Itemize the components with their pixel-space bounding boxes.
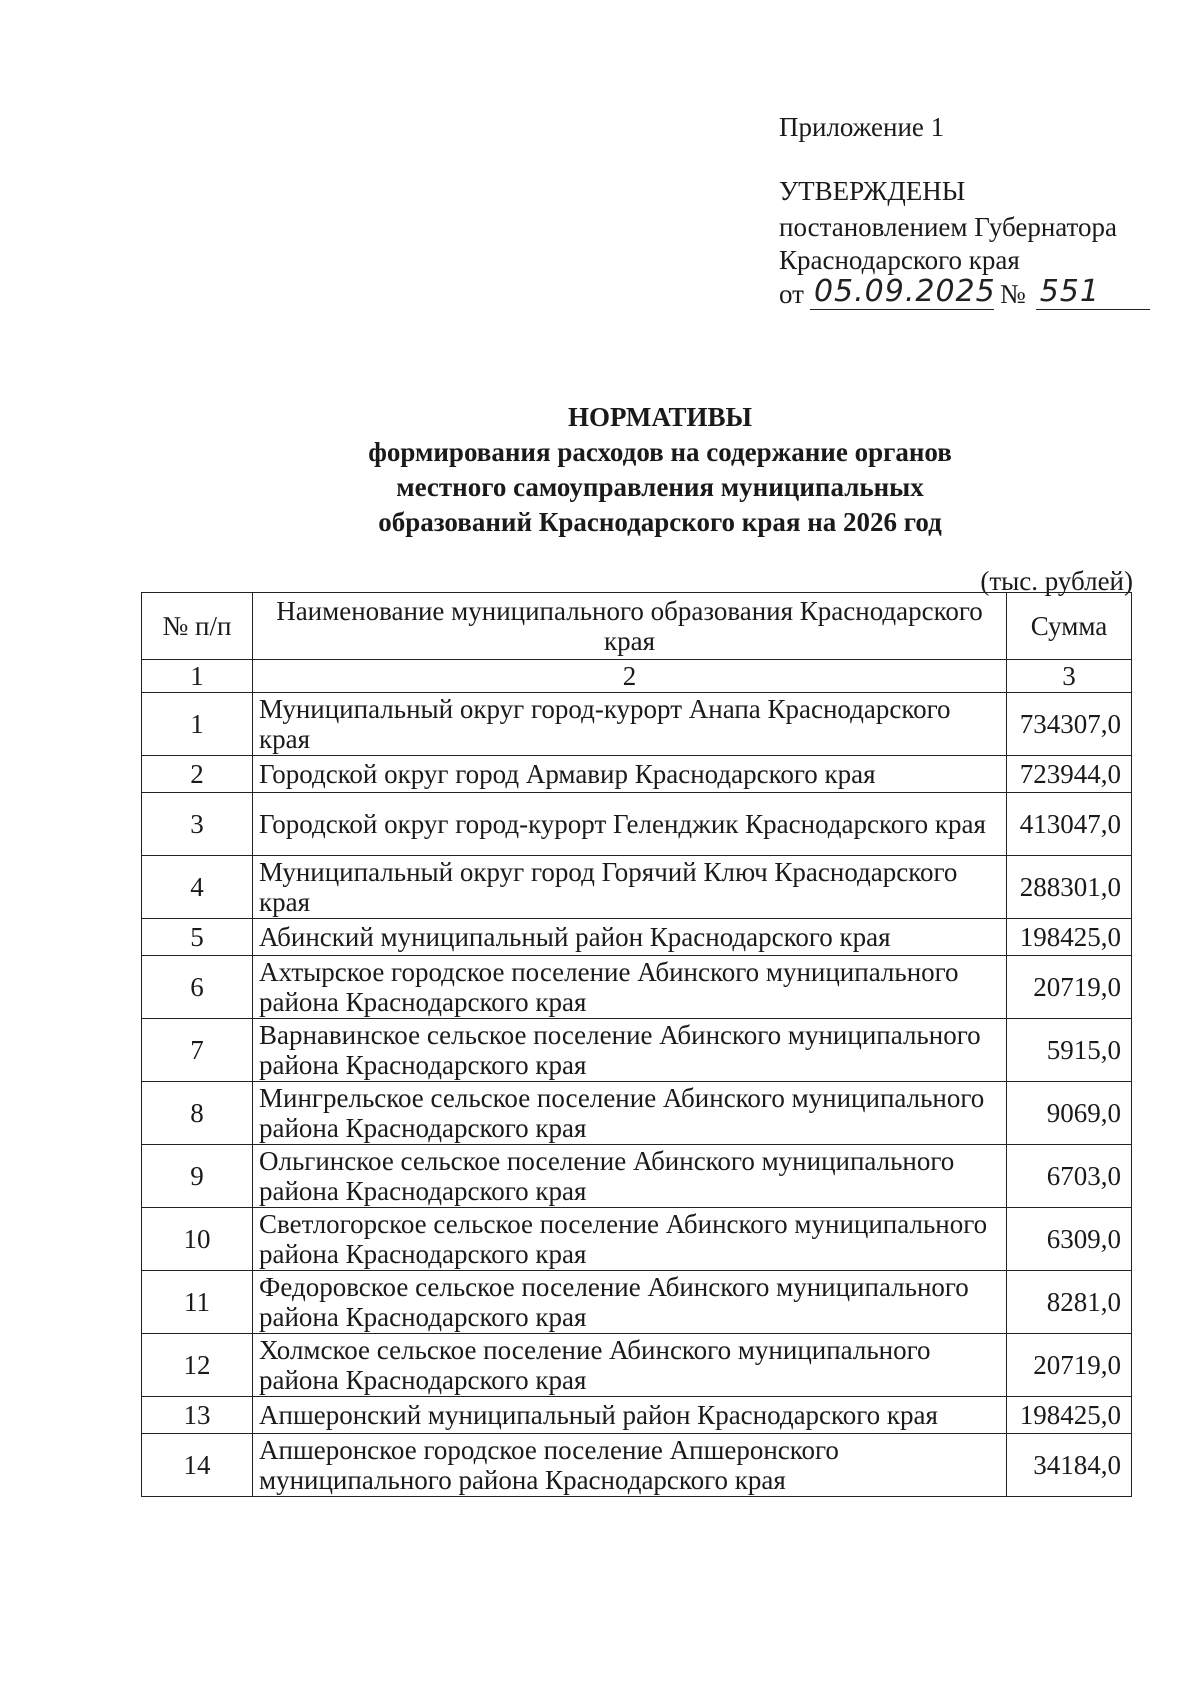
cell-no: 13 [142,1397,253,1434]
approval-date-line [779,275,1150,310]
cell-sum: 34184,0 [1007,1434,1132,1497]
cell-sum: 20719,0 [1007,1334,1132,1397]
cell-name: Абинский муниципальный район Краснодарского края [253,919,1007,956]
table-row [142,1334,1132,1397]
cell-sum: 198425,0 [1007,919,1132,956]
cell-name: Светлогорское сельское поселение Абинского муниципального района Краснодарского края [253,1208,1007,1271]
number-prefix: № [999,279,1026,309]
cell-no: 1 [142,693,253,756]
cell-name: Ольгинское сельское поселение Абинского муниципального района Краснодарского края [253,1145,1007,1208]
cell-name: Муниципальный округ город Горячий Ключ Краснодарского края [253,856,1007,919]
cell-sum: 5915,0 [1007,1019,1132,1082]
cell-name: Варнавинское сельское поселение Абинского муниципального района Краснодарского края [253,1019,1007,1082]
table-row [142,919,1132,956]
cell-no: 6 [142,956,253,1019]
cell-name: Муниципальный округ город-курорт Анапа Краснодарского края [253,693,1007,756]
cell-no: 3 [142,793,253,856]
title-line-1: НОРМАТИВЫ [567,402,753,432]
cell-name: Апшеронское городское поселение Апшеронского муниципального района Краснодарского края [253,1434,1007,1497]
column-index-1: 1 [142,660,253,693]
handwritten-date: 05.09.2025 [810,275,994,310]
table-row [142,693,1132,756]
cell-no: 7 [142,1019,253,1082]
date-prefix: от [779,279,804,309]
handwritten-number: 551 [1036,275,1150,310]
header-no: № п/п [142,593,253,660]
cell-no: 10 [142,1208,253,1271]
cell-no: 8 [142,1082,253,1145]
cell-no: 5 [142,919,253,956]
cell-sum: 6703,0 [1007,1145,1132,1208]
header-name: Наименование муниципального образования Краснодарского края [253,593,1007,660]
cell-no: 14 [142,1434,253,1497]
cell-sum: 9069,0 [1007,1082,1132,1145]
title-line-2: формирования расходов на содержание органов [368,437,952,467]
cell-sum: 6309,0 [1007,1208,1132,1271]
cell-no: 2 [142,756,253,793]
approval-authority-line: постановлением Губернатора [779,212,1117,242]
cell-no: 12 [142,1334,253,1397]
cell-sum: 734307,0 [1007,693,1132,756]
cell-name: Апшеронский муниципальный район Краснодарского края [253,1397,1007,1434]
cell-sum: 198425,0 [1007,1397,1132,1434]
table-row [142,1434,1132,1497]
cell-sum: 413047,0 [1007,793,1132,856]
table-row [142,793,1132,856]
title-line-3: местного самоуправления муниципальных [396,472,924,502]
cell-no: 9 [142,1145,253,1208]
document-title [130,400,1190,540]
cell-name: Федоровское сельское поселение Абинского муниципального района Краснодарского края [253,1271,1007,1334]
table-row [142,856,1132,919]
units-note: (тыс. рублей) [980,566,1133,596]
table-row [142,1208,1132,1271]
column-index-3: 3 [1007,660,1132,693]
cell-name: Ахтырское городское поселение Абинского муниципального района Краснодарского края [253,956,1007,1019]
table-row [142,1082,1132,1145]
table-row [142,756,1132,793]
cell-name: Холмское сельское поселение Абинского муниципального района Краснодарского края [253,1334,1007,1397]
approval-region-line: Краснодарского края [779,245,1020,275]
cell-name: Мингрельское сельское поселение Абинского муниципального района Краснодарского края [253,1082,1007,1145]
cell-no: 4 [142,856,253,919]
cell-sum: 8281,0 [1007,1271,1132,1334]
cell-no: 11 [142,1271,253,1334]
cell-sum: 288301,0 [1007,856,1132,919]
column-index-2: 2 [253,660,1007,693]
norms-table [141,592,1132,1497]
header-sum: Сумма [1007,593,1132,660]
table-row [142,1397,1132,1434]
table-header-row [142,593,1132,660]
table-row [142,1271,1132,1334]
approved-title: УТВЕРЖДЕНЫ [779,176,966,206]
table-row [142,956,1132,1019]
table-row [142,1019,1132,1082]
cell-sum: 723944,0 [1007,756,1132,793]
cell-name: Городской округ город Армавир Краснодарского края [253,756,1007,793]
cell-name: Городской округ город-курорт Геленджик Краснодарского края [253,793,1007,856]
column-index-row [142,660,1132,693]
title-line-4: образований Краснодарского края на 2026 год [378,507,942,537]
cell-sum: 20719,0 [1007,956,1132,1019]
table-row [142,1145,1132,1208]
appendix-label: Приложение 1 [779,112,945,142]
